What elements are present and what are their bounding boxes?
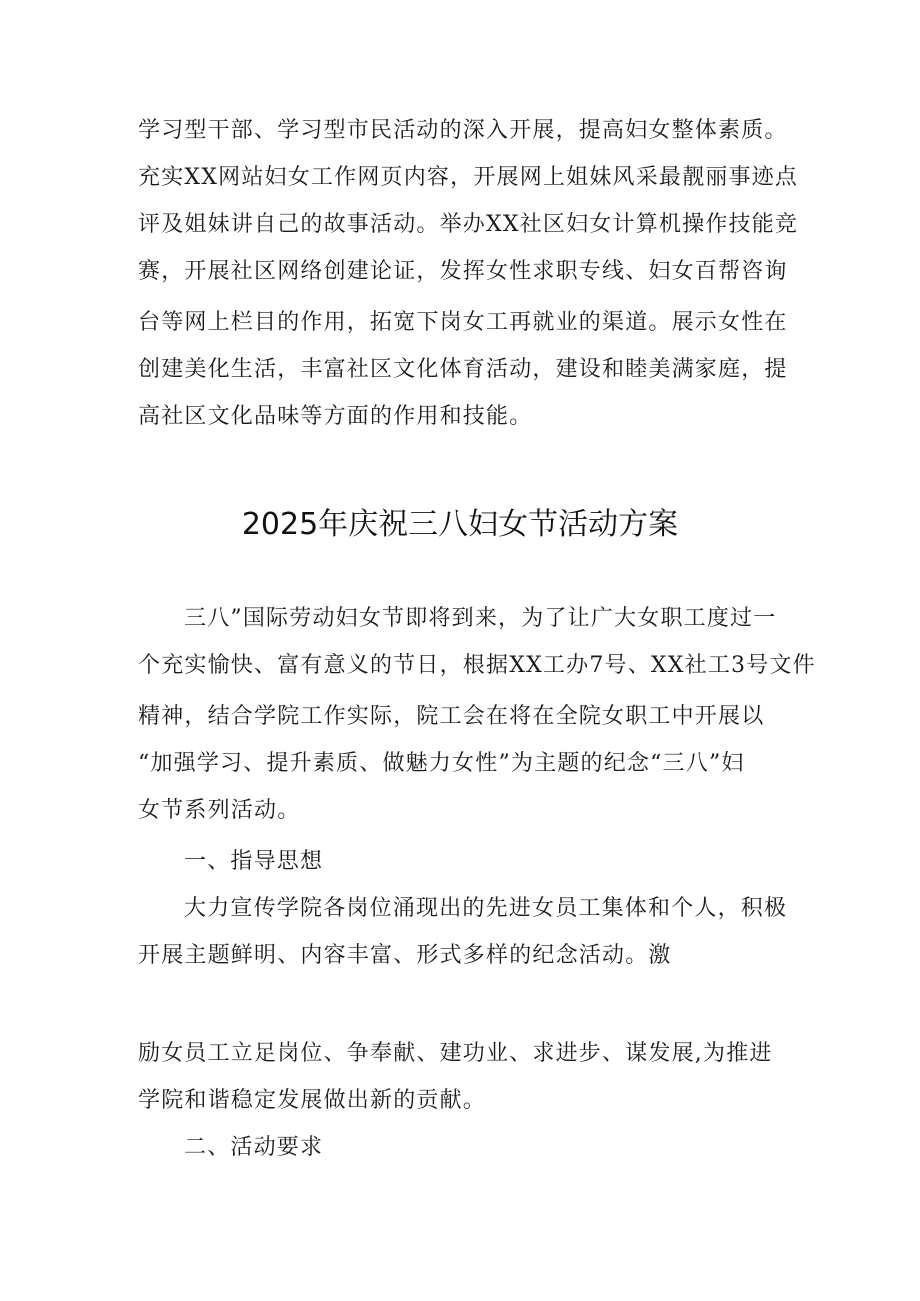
paragraph-line: 充实XX网站妇女工作网页内容，开展网上姐妹风采最靓丽事迹点 xyxy=(138,165,799,190)
paragraph-line: 台等网上栏目的作用，拓宽下岗女工再就业的渠道。展示女性在 xyxy=(138,310,788,335)
paragraph-line: 开展主题鲜明、内容丰富、形式多样的纪念活动。激 xyxy=(138,943,672,968)
paragraph-line: “加强学习、提升素质、做魅力女性”为主题的纪念“三八”妇 xyxy=(138,751,745,776)
paragraph-line: 个充实愉快、富有意义的节日，根据XX工办7号、XX社工3号文件 xyxy=(138,653,816,678)
paragraph-line: 精神，结合学院工作实际，院工会在将在全院女职工中开展以 xyxy=(138,704,765,729)
paragraph-line: 学习型干部、学习型市民活动的深入开展，提高妇女整体素质。 xyxy=(138,118,788,143)
document-title: 2025年庆祝三八妇女节活动方案 xyxy=(241,507,679,542)
paragraph-line: 励女员工立足岗位、争奉献、建功业、求进步、谋发展,为推进 xyxy=(138,1041,773,1066)
paragraph-line: 女节系列活动。 xyxy=(138,798,301,823)
paragraph-line: 创建美化生活，丰富社区文化体育活动，建设和睦美满家庭，提 xyxy=(138,357,788,382)
section-heading: 二、活动要求 xyxy=(184,1135,324,1160)
paragraph-line: 学院和谐稳定发展做出新的贡献。 xyxy=(138,1088,487,1113)
paragraph-line: 评及姐妹讲自己的故事活动。举办XX社区妇女计算机操作技能竞 xyxy=(138,212,799,237)
section-heading: 一、指导思想 xyxy=(184,849,324,874)
paragraph-line: 三八”国际劳动妇女节即将到来，为了让广大女职工度过一 xyxy=(184,606,777,631)
paragraph-line: 赛，开展社区网络创建论证，发挥女性求职专线、妇女百帮咨询 xyxy=(138,259,788,284)
paragraph-line: 高社区文化品味等方面的作用和技能。 xyxy=(138,404,533,429)
paragraph-line: 大力宣传学院各岗位涌现出的先进女员工集体和个人，积极 xyxy=(184,896,788,921)
